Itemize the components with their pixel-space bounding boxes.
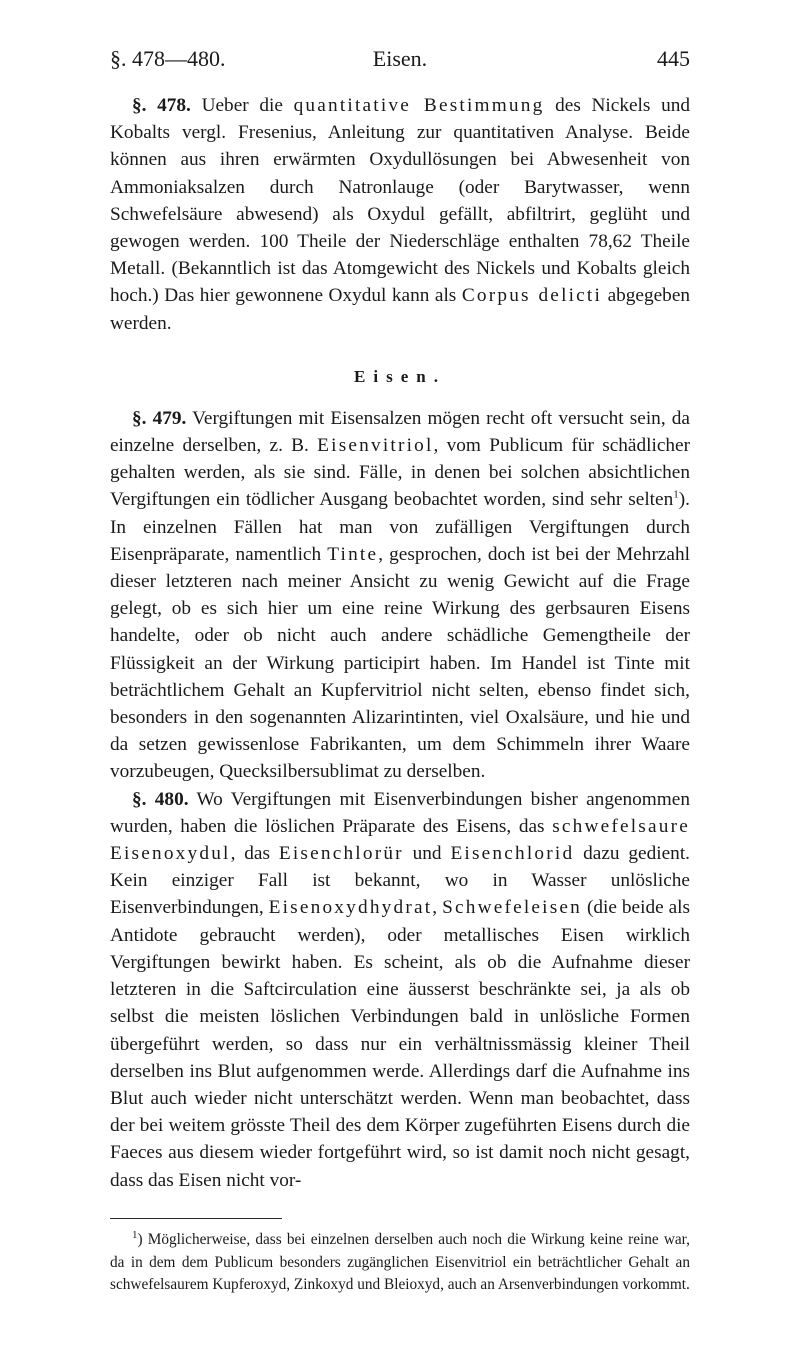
emphasis: Eisenvitriol	[317, 435, 434, 457]
paragraph-480: §. 480. Wo Vergiftungen mit Eisenverbindungen bisher angenommen wurden, haben die löslichen Präparate des Eisens, das schwefelsaure Eisenoxydul, das Eisenchlorür und Eisenchlorid dazu gedient. Kein einziger Fall ist bekannt, wo in Wasser unlösliche Eisenverbindungen, Eisenoxydhydrat, Schwefeleisen (die beide als Antidote gebraucht werden), oder metallisches Eisen wirklich Vergiftungen bewirkt haben. Es scheint, als ob die Aufnahme dieser letzteren in die Saftcirculation eine äusserst beschränkte sei, ja als ob selbst die meisten löslichen Verbindungen bald in unlösliche Formen übergeführt werden, so dass nur ein verhältnissmässig kleiner Theil derselben ins Blut aufgenommen werde. Allerdings darf die Aufnahme ins Blut auch wieder nicht unterschätzt werden. Wenn man beobachtet, dass der bei weitem grösste Theil des dem Körper zugeführten Eisens durch die Faeces aus diesem wieder fortgeführt wird, so ist damit noch nicht gesagt, dass das Eisen nicht vor-	[110, 788, 690, 1191]
emphasis: Eisenchlorid	[450, 843, 575, 865]
footnote	[110, 1229, 690, 1297]
emphasis: Eisenoxydhydrat	[268, 897, 433, 919]
chapter-heading: Eisen.	[354, 366, 446, 386]
footnote-mark: 1	[132, 1228, 138, 1241]
emphasis: Corpus delicti	[461, 285, 603, 307]
body-text	[110, 92, 690, 1194]
emphasis: Tinte	[327, 543, 379, 565]
footnote-divider	[110, 1218, 282, 1219]
emphasis: Schwefeleisen	[442, 897, 583, 919]
section-number: §. 478.	[132, 95, 191, 116]
section-range: §. 478—480.	[110, 46, 226, 71]
paragraph-478: §. 478. Ueber die quantitative Bestimmung des Nickels und Kobalts vergl. Fresenius, Anleitung zur quantitativen Analyse. Beide können aus ihren erwärmten Oxydullösungen bei Abwesenheit von Ammoniaksalzen durch Natronlauge (oder Barytwasser, wenn Schwefelsäure abwesend) als Oxydul gefällt, abfiltrirt, geglüht und gewogen werden. 100 Theile der Niederschläge enthalten 78,62 Theile Metall. (Bekanntlich ist das Atomgewicht des Nickels und Kobalts gleich hoch.) Das hier gewonnene Oxydul kann als Corpus delicti abgegeben werden.	[110, 95, 691, 334]
page-number: 445	[657, 46, 690, 71]
footnote-text: $^1$) Möglicherweise, dass bei einzelnen derselben auch noch die Wirkung keine reine war, da in dem dem Publicum besonders zugänglichen Eisenvitriol ein beträchtlicher Gehalt an schwefelsaurem Kupferoxyd, Zinkoxyd und Bleioxyd, auch an Arsenverbindungen vorkommt.	[110, 1228, 690, 1293]
chapter-title: Eisen.	[372, 46, 428, 71]
emphasis: schwefelsaure Eisenoxydul	[110, 815, 690, 865]
paragraph-479: §. 479. Vergiftungen mit Eisensalzen mögen recht oft versucht sein, da einzelne derselben, z. B. Eisenvitriol, vom Publicum für schädlicher gehalten werden, als sie sind. Fälle, in denen bei solchen absichtlichen Vergiftungen ein tödlicher Ausgang beobachtet worden, sind sehr selten$^1$). In einzelnen Fällen hat man von zufälligen Vergiftungen durch Eisenpräparate, namentlich Tinte, gesprochen, doch ist bei der Mehrzahl dieser letzteren nach meiner Ansicht zu wenig Gewicht auf die Frage gelegt, ob es sich hier um eine reine Wirkung des gerbsauren Eisens handelte, oder ob nicht auch andere schädliche Gemengtheile der Flüssigkeit an der Wirkung participirt haben. Im Handel ist Tinte mit beträchtlichem Gehalt an Kupfervitriol nicht selten, ebenso findet sich, besonders in den sogenannten Alizarintinten, viel Oxalsäure, und hie und da setzen gewissenlose Fabrikanten, um dem Schimmeln ihrer Waare vorzubeugen, Quecksilbersublimat zu derselben.	[110, 407, 690, 783]
section-number: §. 479.	[132, 407, 187, 429]
emphasis: Eisenchlorür	[278, 843, 404, 865]
footnote-reference[interactable]: 1	[673, 489, 679, 502]
running-head	[110, 44, 690, 74]
emphasis: quantitative Bestimmung	[293, 95, 545, 116]
section-number: §. 480.	[132, 788, 189, 810]
